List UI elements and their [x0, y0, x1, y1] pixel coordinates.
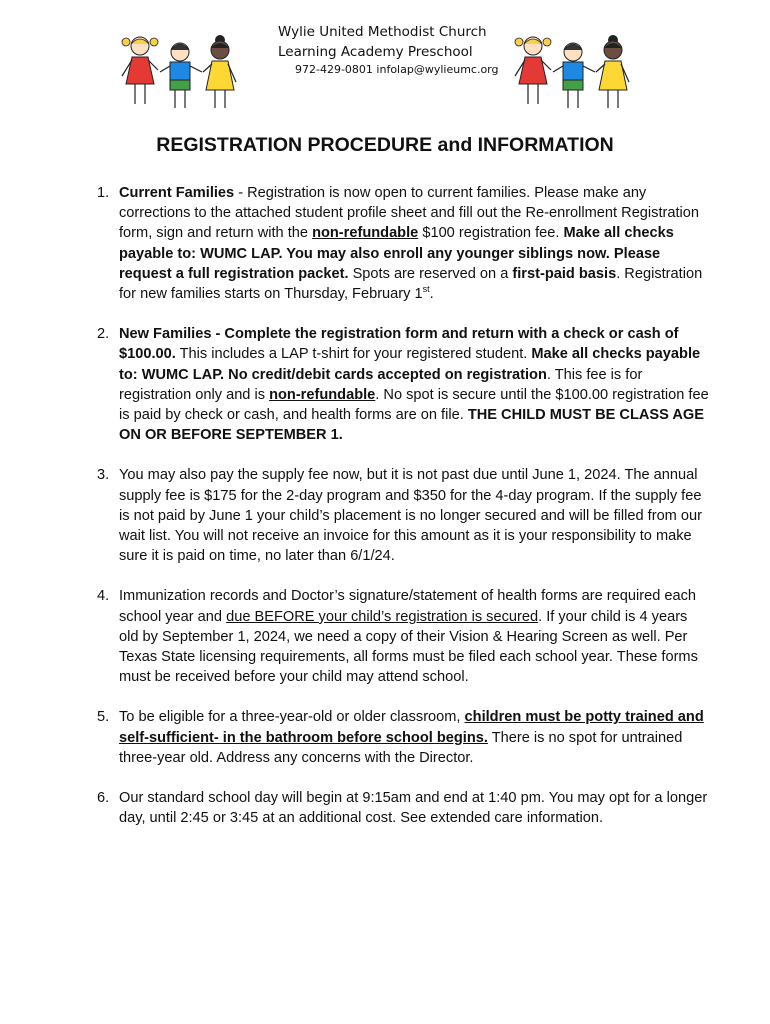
- item-heading: Current Families: [119, 185, 235, 201]
- item-text: . If your child is 4 years old by September 1, 2024, we need a copy of their Vision & Hearing Screen as well. Per Texas State licensing requirements, all forms must be filed each school year. These forms must be received before your child may attend school.: [119, 608, 698, 686]
- list-item-potty-trained: [97, 707, 709, 768]
- item-number: 1.: [97, 185, 110, 201]
- item-text: There is no spot for untrained three-year old. Address any concerns with the Director.: [119, 729, 683, 766]
- item-text: $100 registration fee.: [418, 225, 564, 242]
- item-emphasis: Make all checks payable to: WUMC LAP. You may also enroll any younger siblings now. Please request a full registration packet.: [119, 225, 674, 282]
- item-text: Spots are reserved on a: [348, 265, 513, 282]
- item-text: .: [429, 286, 434, 303]
- list-item-school-day: [97, 788, 709, 828]
- item-emphasis: children must be potty trained and self-sufficient- in the bathroom before school begins.: [119, 709, 704, 746]
- child-figure-1: [515, 37, 551, 104]
- item-text: Immunization records and Doctor’s signature/statement of health forms are required each school year and: [119, 588, 697, 625]
- church-name: Wylie United Methodist Church: [278, 24, 487, 40]
- child-figure-3: [596, 35, 629, 108]
- item-emphasis: THE CHILD MUST BE CLASS AGE ON OR BEFORE SEPTEMBER 1.: [119, 407, 705, 444]
- procedure-list: [97, 183, 709, 848]
- item-underline: due BEFORE your child’s registration is secured: [226, 608, 539, 625]
- item-text: Our standard school day will begin at 9:15am and end at 1:40 pm. You may opt for a longer day, until 2:45 or 3:45 at an additional cost. See extended care information.: [119, 790, 708, 827]
- list-item-new-families: [97, 324, 709, 445]
- emphasis-non-refundable: non-refundable: [269, 386, 376, 403]
- letterhead: [278, 22, 518, 78]
- children-holding-hands-illustration: [120, 32, 240, 114]
- child-figure-2: [160, 43, 202, 108]
- list-item-immunization: [97, 586, 709, 687]
- item-heading: New Families - Complete the registration form and return with a check or cash of $100.00.: [119, 326, 679, 363]
- child-figure-3: [203, 35, 236, 108]
- child-figure-2: [553, 43, 595, 108]
- page-title: REGISTRATION PROCEDURE and INFORMATION: [156, 134, 614, 156]
- children-holding-hands-illustration-right: [513, 32, 633, 114]
- child-figure-1: [122, 37, 158, 104]
- item-text: . Registration for new families starts on Thursday, February 1: [119, 265, 703, 303]
- ordinal-suffix: st: [422, 284, 430, 295]
- list-item-current-families: [97, 183, 709, 304]
- item-number: 3.: [97, 467, 110, 484]
- contact-info: 972-429-0801 infolap@wylieumc.org: [295, 63, 499, 76]
- school-name: Learning Academy Preschool: [278, 44, 473, 60]
- item-number: 2.: [97, 326, 110, 343]
- item-text: . No spot is secure until the $100.00 registration fee is paid by check or cash, and health forms are on file.: [119, 386, 709, 424]
- item-text: - Registration is now open to current families. Please make any corrections to the attached student profile sheet and fill out the Re-enrollment Registration form, sign and return with the: [119, 185, 700, 242]
- item-number: 5.: [97, 709, 110, 726]
- item-text: To be eligible for a three-year-old or older classroom,: [119, 709, 465, 726]
- emphasis-non-refundable: non-refundable: [312, 225, 419, 242]
- item-emphasis: first-paid basis: [512, 265, 617, 282]
- list-item-supply-fee: [97, 465, 709, 566]
- item-text: . This fee is for registration only and is: [119, 366, 643, 403]
- item-text: You may also pay the supply fee now, but it is not past due until June 1, 2024. The annual supply fee is $175 for the 2-day program and $350 for the 4-day program. If the supply fee is not paid by June 1 your child’s placement is no longer secured and will be filled from our wait list. You will not receive an invoice for this amount as it is your responsibility to make sure it is paid on time, no later than 6/1/24.: [119, 467, 702, 565]
- item-emphasis: Make all checks payable to: WUMC LAP. No credit/debit cards accepted on registration: [119, 346, 701, 383]
- item-text: This includes a LAP t-shirt for your registered student.: [175, 346, 532, 363]
- item-number: 4.: [97, 588, 110, 605]
- item-number: 6.: [97, 790, 110, 807]
